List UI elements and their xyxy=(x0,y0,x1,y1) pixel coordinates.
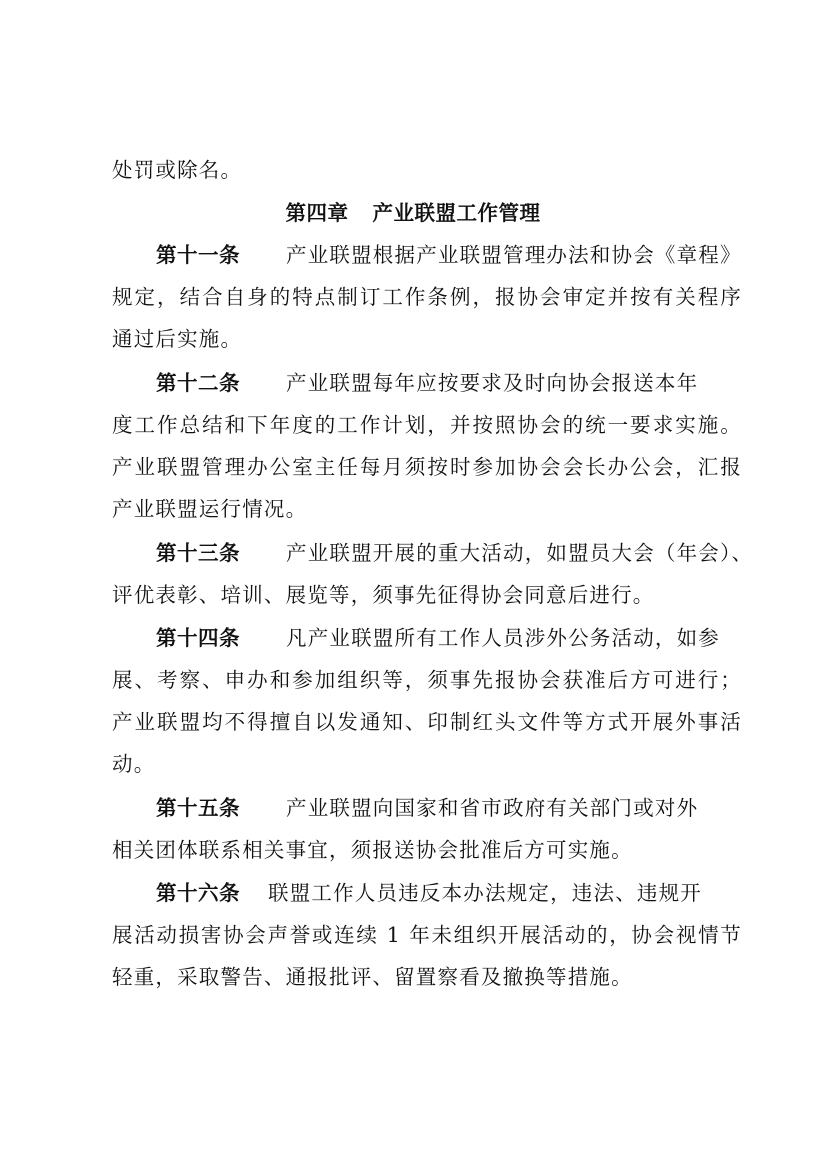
paragraph-text: 产业联盟每年应按要求及时向协会报送本年 xyxy=(286,371,699,395)
paragraph-text: 动。 xyxy=(112,752,156,776)
paragraph-text: 通过后实施。 xyxy=(112,327,243,351)
paragraph-text: 展、考察、申办和参加组织等，须事先报协会获准后方可进行； xyxy=(112,668,742,692)
chapter-heading xyxy=(0,199,826,227)
text-line xyxy=(112,453,742,483)
paragraph-text: 度工作总结和下年度的工作计划，并按照协会的统一要求实施。 xyxy=(112,413,742,437)
paragraph-text: 产业联盟向国家和省市政府有关部门或对外 xyxy=(286,796,699,820)
article-14-first-line xyxy=(156,624,742,654)
paragraph-text: 凡产业联盟所有工作人员涉外公务活动，如参 xyxy=(286,626,720,650)
paragraph-text: 产业联盟根据产业联盟管理办法和协会《章程》 xyxy=(286,243,742,267)
paragraph-text: 相关团体联系相关事宜，须报送协会批准后方可实施。 xyxy=(112,838,633,862)
text-line xyxy=(112,836,742,866)
paragraph-text: 产业联盟管理办公室主任每月须按时参加协会会长办公会，汇报 xyxy=(112,455,742,479)
text-line xyxy=(112,283,742,313)
text-line xyxy=(112,325,742,355)
paragraph-text: 产业联盟运行情况。 xyxy=(112,497,308,521)
text-line xyxy=(112,581,742,611)
article-label: 第十四条 xyxy=(156,626,240,650)
article-11-first-line xyxy=(156,241,742,271)
text-line xyxy=(112,963,742,993)
article-label: 第十二条 xyxy=(156,371,240,395)
paragraph-text: 轻重，采取警告、通报批评、留置察看及撤换等措施。 xyxy=(112,965,633,989)
paragraph-text: 规定，结合自身的特点制订工作条例，报协会审定并按有关程序 xyxy=(112,285,742,309)
article-label: 第十一条 xyxy=(156,243,240,267)
article-12-first-line xyxy=(156,369,742,399)
text-line xyxy=(112,750,742,780)
article-label: 第十五条 xyxy=(156,796,240,820)
text-line xyxy=(112,411,742,441)
article-15-first-line xyxy=(156,794,742,824)
chapter-title: 产业联盟工作管理 xyxy=(372,201,541,225)
paragraph-text: 联盟工作人员违反本办法规定，违法、违规开 xyxy=(268,881,702,905)
paragraph-text: 评优表彰、培训、展览等，须事先征得协会同意后进行。 xyxy=(112,583,655,607)
article-16-first-line xyxy=(156,879,742,909)
article-label: 第十三条 xyxy=(156,541,240,565)
text-line xyxy=(112,666,742,696)
article-label: 第十六条 xyxy=(156,881,240,905)
text-line xyxy=(112,156,742,186)
text-line xyxy=(112,495,742,525)
paragraph-text: 处罚或除名。 xyxy=(112,158,243,182)
text-line xyxy=(112,921,742,951)
paragraph-text: 展活动损害协会声誉或连续 1 年未组织开展活动的，协会视情节 xyxy=(112,923,742,947)
paragraph-text: 产业联盟开展的重大活动，如盟员大会（年会）、 xyxy=(286,541,754,565)
paragraph-text: 产业联盟均不得擅自以发通知、印制红头文件等方式开展外事活 xyxy=(112,710,742,734)
text-line xyxy=(112,708,742,738)
chapter-number: 第四章 xyxy=(285,201,349,225)
article-13-first-line xyxy=(156,539,754,569)
